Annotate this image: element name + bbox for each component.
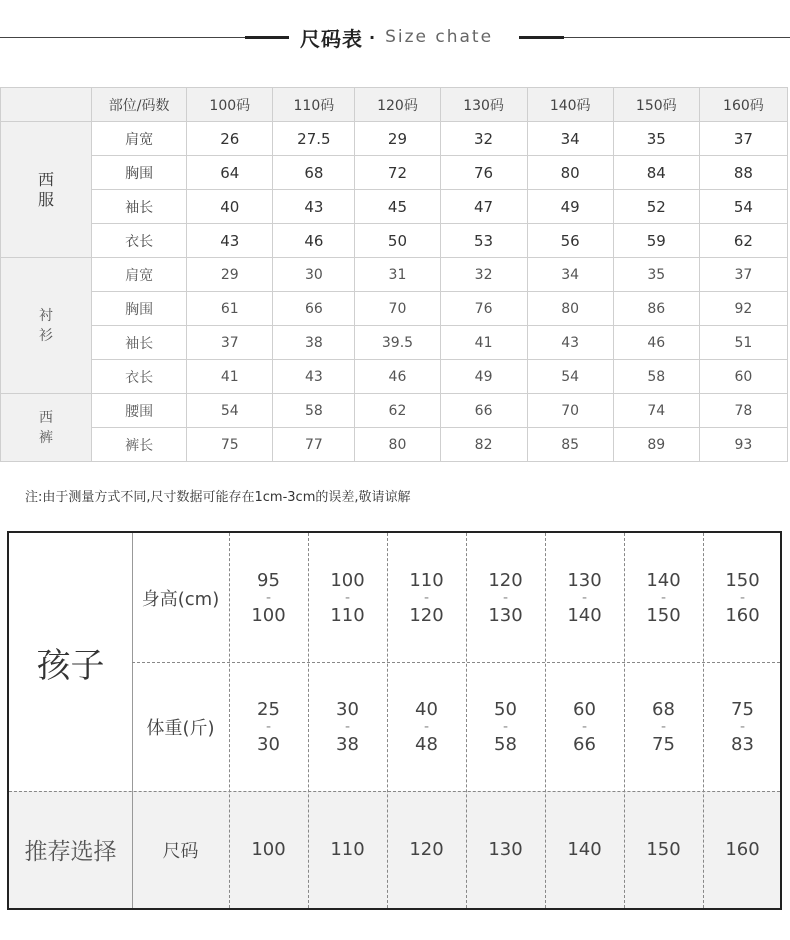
range-separator: - <box>423 589 430 606</box>
size-label: 尺码 <box>162 840 199 862</box>
range-from: 110 <box>409 569 444 591</box>
measurement-cell: 85 <box>527 428 613 462</box>
garment-category <box>1 394 92 462</box>
measurement-cell: 76 <box>440 292 527 326</box>
range-from: 150 <box>725 569 760 591</box>
measurement-cell: 68 <box>273 156 355 190</box>
range-separator: - <box>502 589 509 606</box>
measurement-cell: 31 <box>355 258 440 292</box>
height-label: 身高(cm) <box>141 588 220 610</box>
measurement-cell: 80 <box>355 428 440 462</box>
measurement-cell: 32 <box>440 258 527 292</box>
measurement-cell: 74 <box>613 394 699 428</box>
range-to: 83 <box>731 733 754 755</box>
measurement-cell: 58 <box>613 360 699 394</box>
category-char: 服 <box>38 189 55 209</box>
table-row <box>1 394 788 428</box>
weight-range-cell <box>703 662 782 791</box>
measurement-cell: 77 <box>273 428 355 462</box>
range-to: 75 <box>652 733 675 755</box>
range-separator: - <box>581 718 588 735</box>
range-to: 58 <box>494 733 517 755</box>
measurement-cell: 43 <box>187 224 273 258</box>
measurement-cell: 50 <box>355 224 440 258</box>
height-range-cell <box>229 533 308 662</box>
weight-range-cell <box>387 662 466 791</box>
range-to: 100 <box>251 604 286 626</box>
range-to: 30 <box>257 733 280 755</box>
range-from: 95 <box>257 569 280 591</box>
measurement-cell: 78 <box>699 394 787 428</box>
category-char: 衬 <box>39 307 54 324</box>
height-range-cell <box>466 533 545 662</box>
measurement-cell: 35 <box>613 258 699 292</box>
range-to: 160 <box>725 604 760 626</box>
page-header <box>0 0 790 72</box>
table-row <box>1 122 788 156</box>
range-from: 75 <box>731 698 754 720</box>
body-part: 胸围 <box>92 292 187 326</box>
header-part-size: 部位/码数 <box>92 88 187 122</box>
measurement-cell: 29 <box>187 258 273 292</box>
height-range-cell <box>308 533 387 662</box>
measurement-cell: 56 <box>527 224 613 258</box>
measurement-cell: 43 <box>273 360 355 394</box>
recommended-size-cell: 100 <box>251 839 286 860</box>
range-separator: - <box>739 589 746 606</box>
table-row <box>1 258 788 292</box>
measurement-cell: 70 <box>527 394 613 428</box>
range-from: 100 <box>330 569 365 591</box>
header-blank-cell <box>1 88 92 122</box>
measurement-cell: 38 <box>273 326 355 360</box>
measurement-cell: 80 <box>527 292 613 326</box>
measurement-cell: 66 <box>273 292 355 326</box>
header-bar-right <box>519 36 564 39</box>
measurement-cell: 34 <box>527 122 613 156</box>
body-part: 裤长 <box>92 428 187 462</box>
measurement-cell: 37 <box>699 122 787 156</box>
measurement-cell: 76 <box>440 156 527 190</box>
measurement-cell: 43 <box>527 326 613 360</box>
weight-range-cell <box>624 662 703 791</box>
measurement-cell: 82 <box>440 428 527 462</box>
range-separator: - <box>344 589 351 606</box>
header-size-col: 100码 <box>187 88 273 122</box>
measurement-cell: 47 <box>440 190 527 224</box>
measurement-cell: 86 <box>613 292 699 326</box>
height-range-cell <box>624 533 703 662</box>
recommended-size-cell: 160 <box>725 839 760 860</box>
header-bar-left <box>245 36 289 39</box>
measurement-cell: 84 <box>613 156 699 190</box>
body-part: 腰围 <box>92 394 187 428</box>
weight-range-cell <box>545 662 624 791</box>
recommend-select-label: 推荐选择 <box>9 791 132 908</box>
measurement-cell: 72 <box>355 156 440 190</box>
title-english: Size chate <box>385 27 494 47</box>
body-part: 肩宽 <box>92 258 187 292</box>
range-from: 140 <box>646 569 681 591</box>
recommended-size-cell: 120 <box>409 839 444 860</box>
range-separator: - <box>660 589 667 606</box>
weight-range-cell <box>308 662 387 791</box>
measurement-cell: 32 <box>440 122 527 156</box>
range-to: 110 <box>330 604 365 626</box>
measurement-cell: 51 <box>699 326 787 360</box>
header-line-right <box>564 37 790 38</box>
table-row <box>1 224 788 258</box>
range-from: 60 <box>573 698 596 720</box>
measurement-cell: 54 <box>187 394 273 428</box>
range-to: 38 <box>336 733 359 755</box>
child-label: 孩子 <box>9 533 132 791</box>
measurement-cell: 43 <box>273 190 355 224</box>
recommended-size-cell: 130 <box>488 839 523 860</box>
height-range-cell <box>545 533 624 662</box>
measurement-cell: 64 <box>187 156 273 190</box>
measurement-cell: 54 <box>527 360 613 394</box>
measurement-cell: 88 <box>699 156 787 190</box>
measurement-cell: 61 <box>187 292 273 326</box>
measurement-cell: 89 <box>613 428 699 462</box>
category-char: 衫 <box>39 327 54 344</box>
header-size-col: 150码 <box>613 88 699 122</box>
table-row <box>1 156 788 190</box>
weight-range-cell <box>229 662 308 791</box>
recommended-size-cell: 150 <box>646 839 681 860</box>
measurement-cell: 39.5 <box>355 326 440 360</box>
measurement-cell: 40 <box>187 190 273 224</box>
title-chinese: 尺码表 <box>300 26 363 51</box>
range-to: 120 <box>409 604 444 626</box>
measurement-cell: 70 <box>355 292 440 326</box>
table-row <box>1 292 788 326</box>
range-to: 150 <box>646 604 681 626</box>
header-size-col: 120码 <box>355 88 440 122</box>
measurement-cell: 46 <box>355 360 440 394</box>
measurement-cell: 58 <box>273 394 355 428</box>
range-separator: - <box>265 589 272 606</box>
weight-label: 体重(斤) <box>146 717 215 739</box>
measurement-cell: 93 <box>699 428 787 462</box>
measurement-cell: 52 <box>613 190 699 224</box>
range-separator: - <box>423 718 430 735</box>
measurement-cell: 41 <box>440 326 527 360</box>
measurement-cell: 45 <box>355 190 440 224</box>
recommended-size-cell: 140 <box>567 839 602 860</box>
range-from: 130 <box>567 569 602 591</box>
height-range-cell <box>387 533 466 662</box>
range-separator: - <box>739 718 746 735</box>
table-row <box>1 428 788 462</box>
measurement-cell: 46 <box>273 224 355 258</box>
range-from: 25 <box>257 698 280 720</box>
size-table-header-row <box>1 88 788 122</box>
range-to: 66 <box>573 733 596 755</box>
measurement-cell: 59 <box>613 224 699 258</box>
measurement-cell: 37 <box>699 258 787 292</box>
header-size-col: 110码 <box>273 88 355 122</box>
table-row <box>1 190 788 224</box>
measurement-cell: 80 <box>527 156 613 190</box>
body-part: 衣长 <box>92 224 187 258</box>
measurement-cell: 60 <box>699 360 787 394</box>
header-size-col: 160码 <box>699 88 787 122</box>
measurement-cell: 35 <box>613 122 699 156</box>
range-to: 140 <box>567 604 602 626</box>
range-from: 40 <box>415 698 438 720</box>
measurement-note: 注:由于测量方式不同,尺寸数据可能存在1cm-3cm的误差,敬请谅解 <box>25 490 411 505</box>
divider-vertical <box>132 533 133 908</box>
range-from: 50 <box>494 698 517 720</box>
range-to: 130 <box>488 604 523 626</box>
page-title <box>300 22 493 52</box>
size-table <box>0 87 788 462</box>
range-to: 48 <box>415 733 438 755</box>
measurement-cell: 66 <box>440 394 527 428</box>
body-part: 衣长 <box>92 360 187 394</box>
measurement-cell: 62 <box>355 394 440 428</box>
height-range-cell <box>703 533 782 662</box>
measurement-cell: 75 <box>187 428 273 462</box>
range-separator: - <box>581 589 588 606</box>
range-separator: - <box>344 718 351 735</box>
recommended-size-cell: 110 <box>330 839 365 860</box>
range-separator: - <box>265 718 272 735</box>
range-from: 68 <box>652 698 675 720</box>
measurement-cell: 26 <box>187 122 273 156</box>
measurement-cell: 37 <box>187 326 273 360</box>
garment-category <box>1 122 92 258</box>
measurement-cell: 34 <box>527 258 613 292</box>
measurement-cell: 49 <box>527 190 613 224</box>
weight-range-cell <box>466 662 545 791</box>
table-row <box>1 326 788 360</box>
range-separator: - <box>502 718 509 735</box>
measurement-cell: 92 <box>699 292 787 326</box>
body-part: 肩宽 <box>92 122 187 156</box>
measurement-cell: 46 <box>613 326 699 360</box>
range-from: 120 <box>488 569 523 591</box>
measurement-cell: 54 <box>699 190 787 224</box>
measurement-cell: 30 <box>273 258 355 292</box>
title-dot: · <box>369 27 376 47</box>
header-size-col: 130码 <box>440 88 527 122</box>
measurement-cell: 41 <box>187 360 273 394</box>
range-separator: - <box>660 718 667 735</box>
body-part: 袖长 <box>92 190 187 224</box>
measurement-cell: 27.5 <box>273 122 355 156</box>
table-row <box>1 360 788 394</box>
garment-category <box>1 258 92 394</box>
measurement-cell: 53 <box>440 224 527 258</box>
header-size-col: 140码 <box>527 88 613 122</box>
range-from: 30 <box>336 698 359 720</box>
body-part: 胸围 <box>92 156 187 190</box>
header-line-left <box>0 37 245 38</box>
category-char: 西 <box>38 169 55 189</box>
category-char: 西 <box>39 409 54 426</box>
body-part: 袖长 <box>92 326 187 360</box>
size-recommendation-box <box>7 531 782 910</box>
measurement-cell: 29 <box>355 122 440 156</box>
measurement-cell: 62 <box>699 224 787 258</box>
category-char: 裤 <box>39 429 54 446</box>
measurement-cell: 49 <box>440 360 527 394</box>
